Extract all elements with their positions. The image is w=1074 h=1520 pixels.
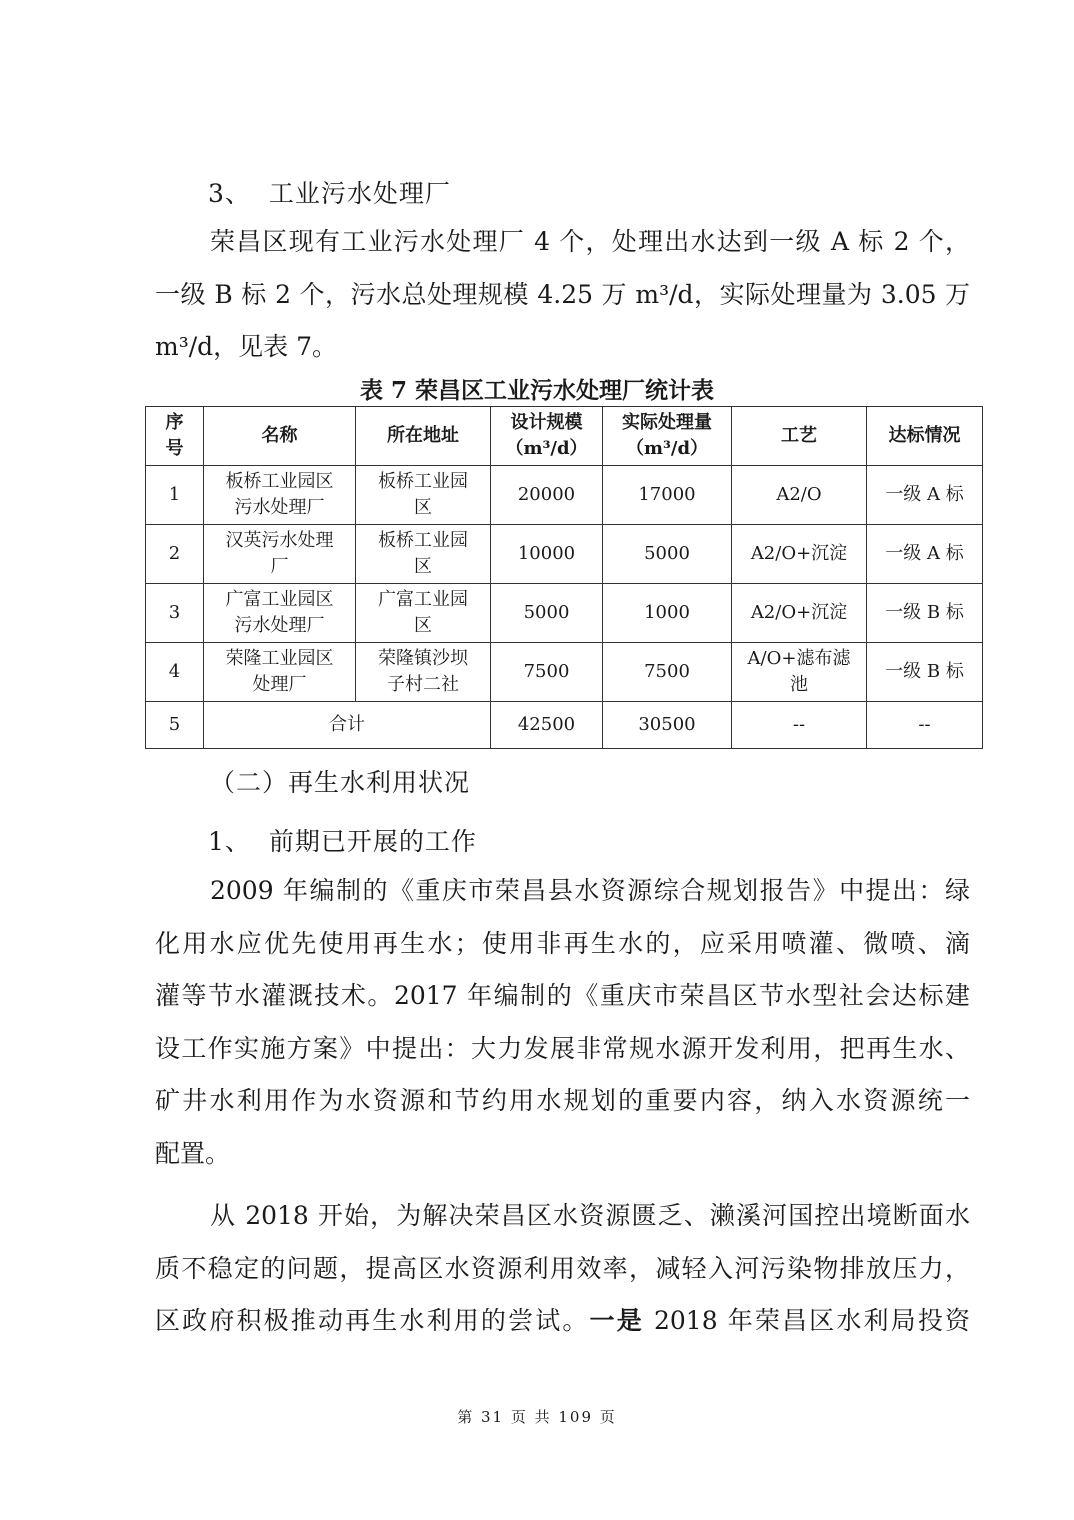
section-1-number: 1、 (208, 827, 251, 856)
section-3-number: 3、 (208, 179, 251, 208)
cell-status: 一级 A 标 (867, 525, 983, 584)
cell-design: 42500 (491, 702, 603, 749)
cell-no: 4 (146, 643, 204, 702)
cell-no: 5 (146, 702, 204, 749)
cell-process: A2/O+沉淀 (732, 584, 867, 643)
header-no: 序 号 (146, 407, 204, 466)
cell-status: 一级 B 标 (867, 584, 983, 643)
header-name: 名称 (204, 407, 356, 466)
cell-actual: 5000 (603, 525, 732, 584)
table-total-row (146, 702, 983, 749)
header-process: 工艺 (732, 407, 867, 466)
paragraph-line: 矿井水利用作为水资源和节约用水规划的重要内容，纳入水资源统一 (155, 1086, 970, 1115)
cell-address: 板桥工业园 区 (356, 466, 491, 525)
table-row (146, 525, 983, 584)
cell-process: -- (732, 702, 867, 749)
section-3-heading (208, 174, 451, 210)
header-status: 达标情况 (867, 407, 983, 466)
intro-paragraph (155, 216, 970, 374)
paragraph-prior-work (155, 865, 970, 1180)
paragraph-line: 配置。 (155, 1138, 231, 1168)
cell-name: 荣隆工业园区 处理厂 (204, 643, 356, 702)
cell-actual: 1000 (603, 584, 732, 643)
cell-process: A2/O (732, 466, 867, 525)
cell-status: 一级 B 标 (867, 643, 983, 702)
paragraph-line: 2009 年编制的《重庆市荣昌县水资源综合规划报告》中提出：绿 (210, 876, 970, 905)
cell-actual: 30500 (603, 702, 732, 749)
cell-name: 汉英污水处理 厂 (204, 525, 356, 584)
cell-name: 广富工业园区 污水处理厂 (204, 584, 356, 643)
cell-status: -- (867, 702, 983, 749)
paragraph-line: 从 2018 开始，为解决荣昌区水资源匮乏、濑溪河国控出境断面水 (210, 1201, 970, 1230)
cell-name: 板桥工业园区 污水处理厂 (204, 466, 356, 525)
paragraph-line: 化用水应优先使用再生水；使用非再生水的，应采用喷灌、微喷、滴 (155, 928, 970, 958)
section-3-title: 工业污水处理厂 (268, 179, 451, 208)
section-1-title: 前期已开展的工作 (268, 827, 477, 856)
intro-line: m³/d，见表 7。 (155, 332, 338, 361)
section-two-heading: （二）再生水利用状况 (210, 768, 471, 797)
cell-no: 1 (146, 466, 204, 525)
cell-address: 荣隆镇沙坝 子村二社 (356, 643, 491, 702)
cell-total-label: 合计 (204, 702, 491, 749)
header-actual-volume: 实际处理量 （m³/d） (603, 407, 732, 466)
paragraph-line: 质不稳定的问题，提高区水资源利用效率，减轻入河污染物排放压力， (155, 1253, 970, 1283)
cell-address: 广富工业园 区 (356, 584, 491, 643)
intro-line: 一级 B 标 2 个，污水总处理规模 4.25 万 m³/d，实际处理量为 3.05 万 (155, 279, 970, 309)
header-address: 所在地址 (356, 407, 491, 466)
cell-no: 2 (146, 525, 204, 584)
paragraph-line: 区政府积极推动再生水利用的尝试。一是 2018 年荣昌区水利局投资 (155, 1306, 970, 1335)
table-row (146, 643, 983, 702)
section-1-heading (208, 822, 477, 858)
cell-design: 5000 (491, 584, 603, 643)
cell-design: 10000 (491, 525, 603, 584)
paragraph-line: 设工作实施方案》中提出：大力发展非常规水源开发利用，把再生水、 (155, 1033, 970, 1063)
table-row (146, 466, 983, 525)
cell-no: 3 (146, 584, 204, 643)
cell-actual: 7500 (603, 643, 732, 702)
header-design-capacity: 设计规模 （m³/d） (491, 407, 603, 466)
cell-design: 7500 (491, 643, 603, 702)
cell-status: 一级 A 标 (867, 466, 983, 525)
wastewater-plant-table (145, 406, 983, 749)
intro-line: 荣昌区现有工业污水处理厂 4 个，处理出水达到一级 A 标 2 个， (210, 227, 970, 256)
paragraph-since-2018 (155, 1190, 970, 1348)
cell-actual: 17000 (603, 466, 732, 525)
paragraph-line: 灌等节水灌溉技术。2017 年编制的《重庆市荣昌区节水型社会达标建 (155, 981, 970, 1010)
cell-address: 板桥工业园 区 (356, 525, 491, 584)
cell-process: A2/O+沉淀 (732, 525, 867, 584)
cell-design: 20000 (491, 466, 603, 525)
table-caption: 表 7 荣昌区工业污水处理厂统计表 (359, 377, 715, 404)
emphasis-first: 一是 (589, 1306, 644, 1335)
table-row (146, 584, 983, 643)
page-footer: 第 31 页 共 109 页 (457, 1408, 617, 1426)
cell-process: A/O+滤布滤 池 (732, 643, 867, 702)
table-header-row (146, 407, 983, 466)
